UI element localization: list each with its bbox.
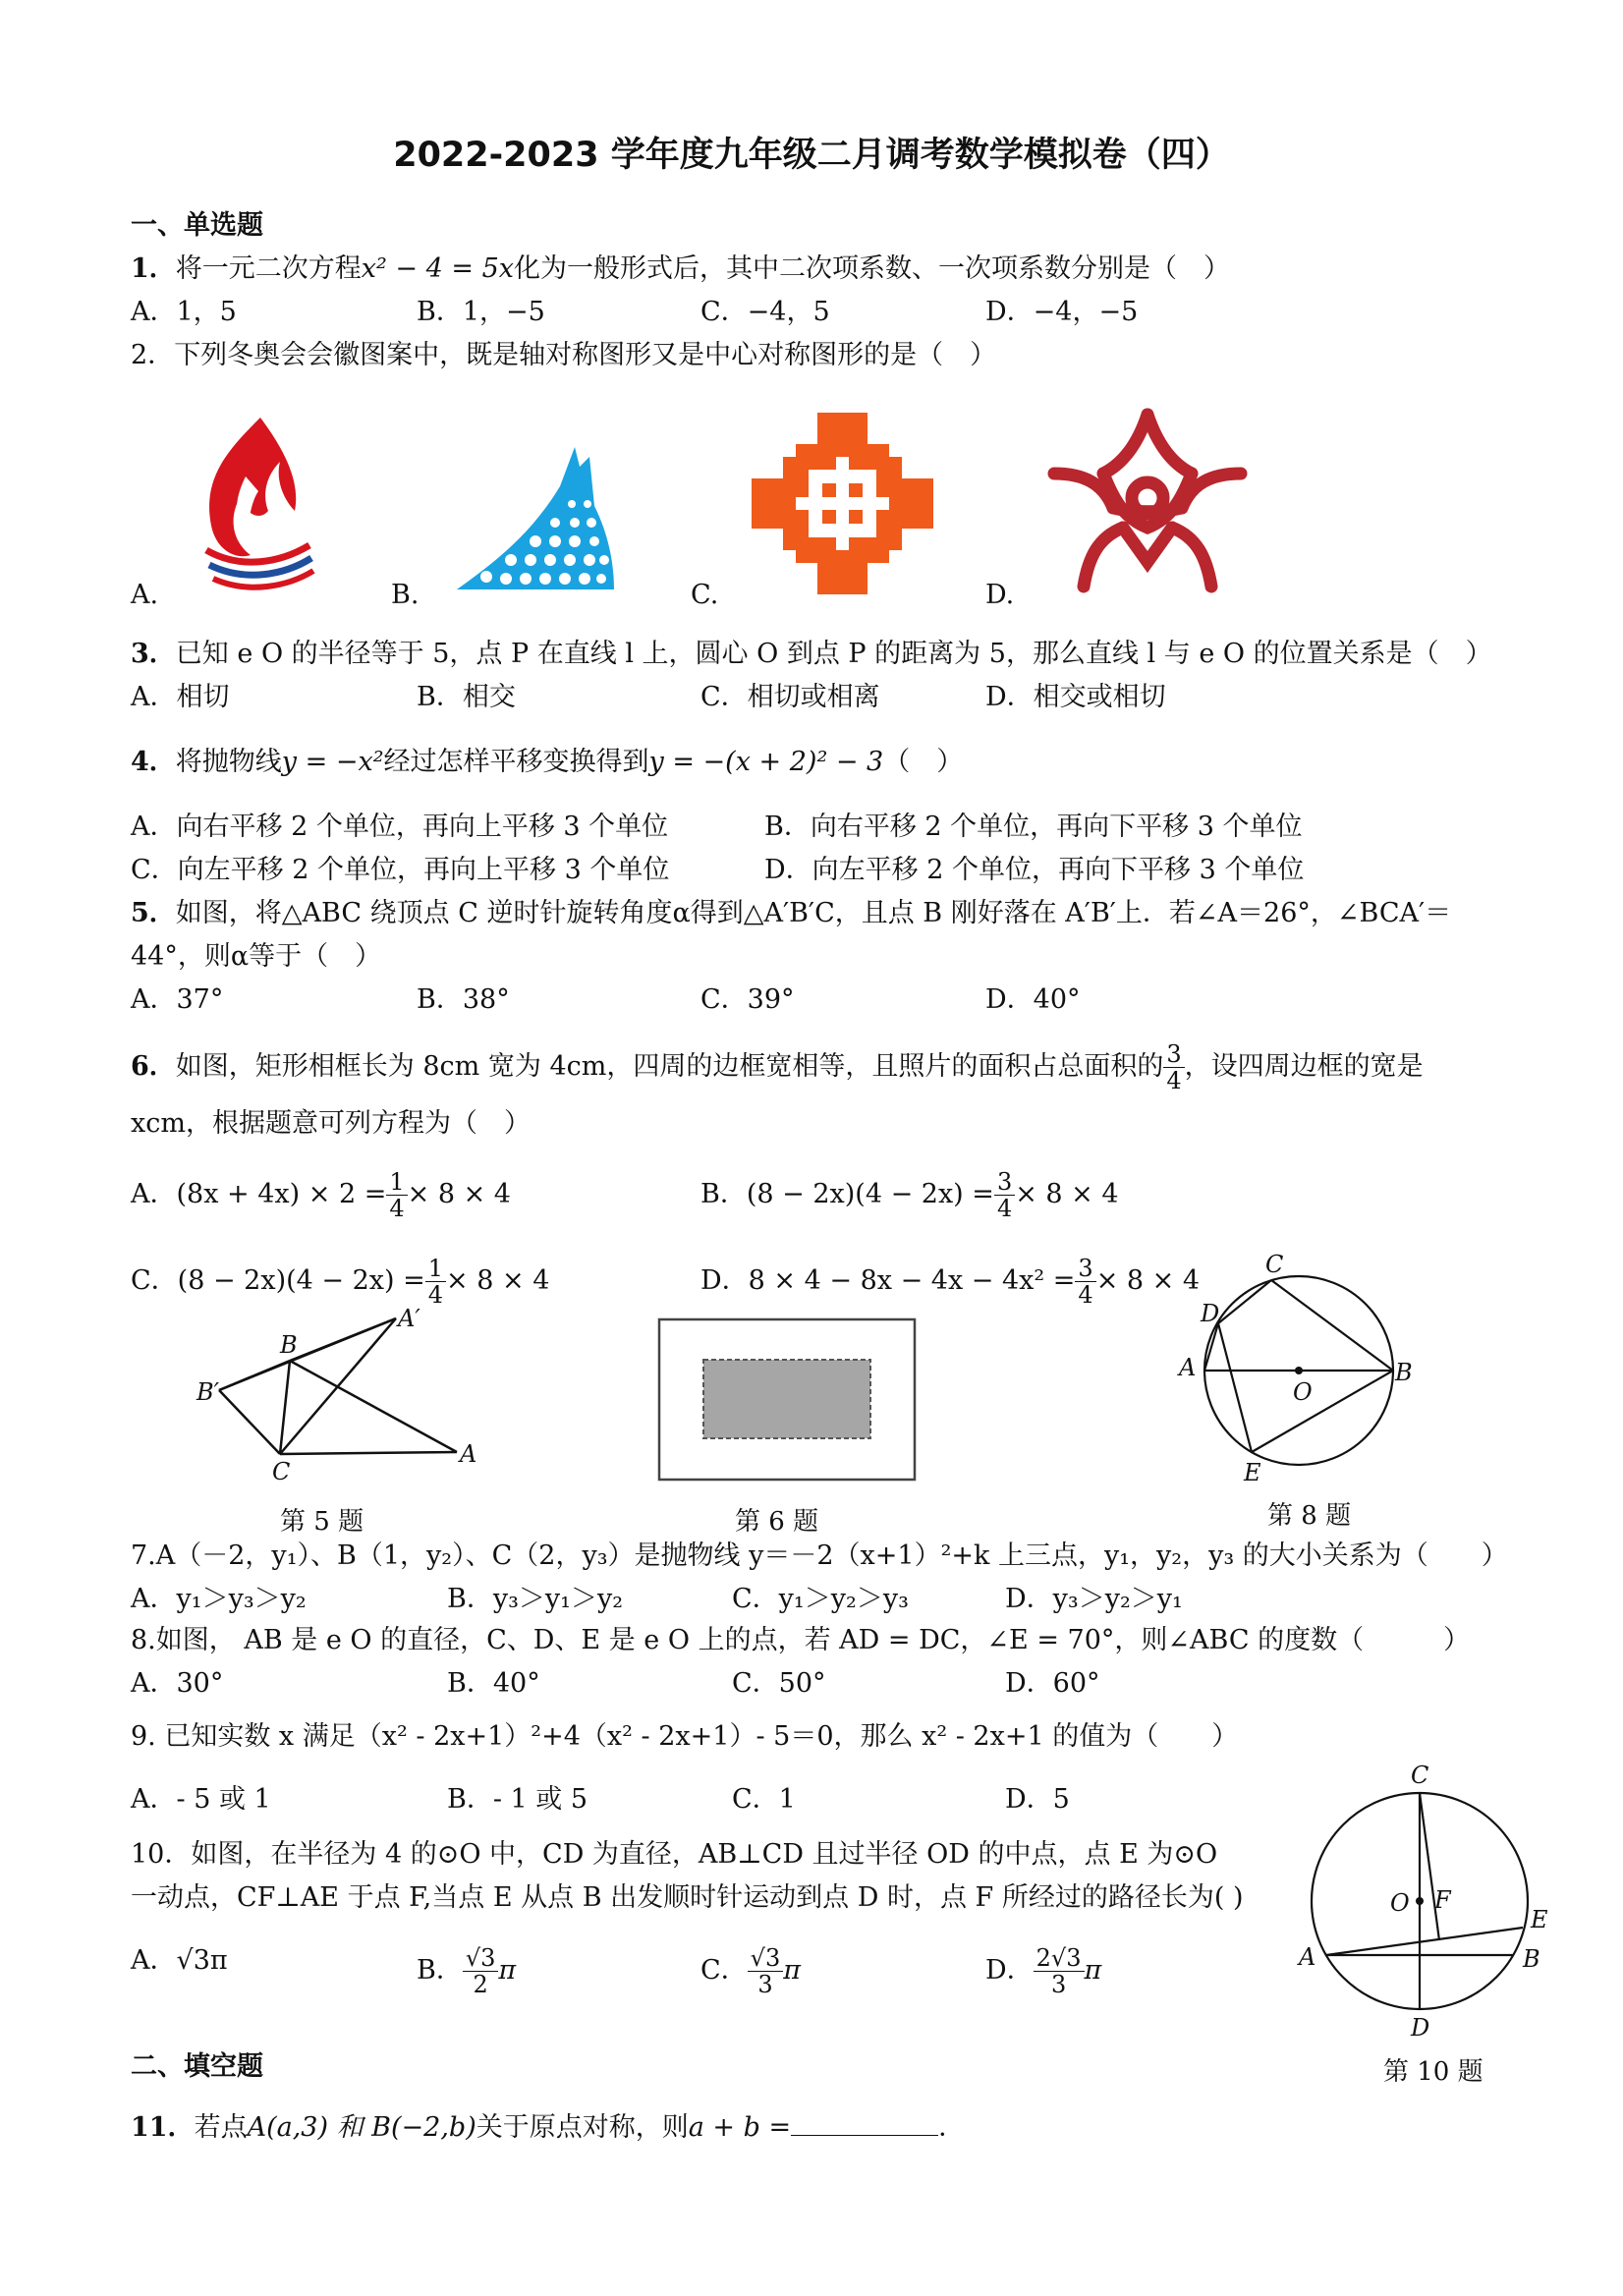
- caption-fig10: 第 10 题: [1383, 2057, 1483, 2087]
- fig8-chord-dc: [1218, 1280, 1271, 1323]
- q6-number: 6．: [131, 1051, 176, 1082]
- q6-line-2: xcm，根据题意可列方程为（ ）: [131, 1108, 531, 1139]
- q1-option-c: C．−4，5: [700, 297, 830, 327]
- logo-c-square-pattern-icon: [752, 413, 933, 594]
- question-2: [131, 340, 996, 371]
- q6-option-c-num: 1: [425, 1256, 446, 1282]
- q9-option-b: B．- 1 或 5: [447, 1784, 588, 1815]
- q3-number: 3．: [131, 639, 176, 669]
- q1-option-b: B．1，−5: [417, 297, 545, 327]
- q10-option-b-num: √3: [463, 1945, 499, 1972]
- q3-option-c: C．相切或相离: [700, 682, 880, 712]
- figure-10-circle-diagram: [1287, 1759, 1562, 2044]
- q10-option-b-fraction: [463, 1945, 499, 1997]
- q10-option-c: [700, 1945, 801, 1997]
- q10-option-c-den: 3: [757, 1971, 773, 1998]
- caption-fig8: 第 8 题: [1267, 1501, 1352, 1531]
- q6-option-b-den: 4: [996, 1195, 1013, 1222]
- q2-number: 2．: [131, 340, 175, 370]
- fig8-chord-eb: [1252, 1371, 1393, 1452]
- question-11: [131, 2112, 965, 2144]
- page-title: 2022-2023 学年度九年级二月调考数学模拟卷（四）: [393, 136, 1230, 175]
- logo-a-flame-icon: [192, 418, 314, 594]
- q2-label-b: B.: [391, 580, 420, 610]
- fig5-edge-b-c: [280, 1361, 290, 1454]
- q6-option-b-fraction: [994, 1169, 1015, 1221]
- q2-label-c: C.: [691, 580, 719, 610]
- q6-fraction: [1163, 1041, 1184, 1093]
- fig8-label-d: D: [1201, 1300, 1220, 1327]
- q6-option-d-den: 4: [1078, 1281, 1093, 1309]
- fig8-chord-de: [1218, 1323, 1252, 1452]
- q6-option-b-tail: × 8 × 4: [1015, 1179, 1119, 1209]
- q10-option-d-pi: π: [1084, 1955, 1102, 1986]
- q10-option-b-den: 2: [473, 1971, 488, 1998]
- fig10-chord-ae: [1326, 1928, 1523, 1955]
- q2-text: 下列冬奥会会徽图案中，既是轴对称图形又是中心对称图形的是（ ）: [174, 340, 997, 370]
- q2-label-d: D.: [985, 580, 1015, 610]
- fig5-label-bprime: B′: [196, 1378, 220, 1406]
- question-6: [131, 1041, 1424, 1093]
- figure-8-circle-diagram: [1179, 1253, 1415, 1484]
- q3-option-a: A．相切: [131, 682, 230, 712]
- q10-option-b-pi: π: [498, 1955, 517, 1986]
- q4-equation-2: y = −(x + 2)² − 3: [648, 747, 884, 777]
- fig5-label-b: B: [280, 1331, 298, 1359]
- caption-fig5: 第 5 题: [280, 1507, 364, 1537]
- fig5-label-a: A: [460, 1440, 477, 1468]
- q6-option-d-num: 3: [1075, 1256, 1095, 1282]
- q11-text-a: 若点: [194, 2112, 248, 2143]
- q6-fraction-den: 4: [1166, 1067, 1182, 1094]
- figure-6-frame-diagram: [658, 1318, 916, 1481]
- question-5: [131, 898, 1451, 929]
- q10-option-c-fraction: [748, 1945, 784, 1997]
- q8-option-d: D．60°: [1005, 1668, 1100, 1699]
- q11-tail: ．: [938, 2112, 966, 2143]
- q1-text-a: 将一元二次方程: [175, 253, 362, 284]
- q4-option-c: C．向左平移 2 个单位，再向上平移 3 个单位: [131, 855, 670, 885]
- q6-option-c-den: 4: [427, 1281, 444, 1309]
- q7-option-b: B．y₃＞y₁＞y₂: [447, 1584, 624, 1614]
- q1-equation: x² − 4 = 5x: [361, 253, 515, 284]
- fig10-segment-cf: [1420, 1793, 1439, 1940]
- q6-option-a: [131, 1169, 511, 1221]
- q11-equation-2: a + b =: [688, 2112, 792, 2143]
- q10-option-d-label: D．: [985, 1955, 1034, 1986]
- q6-option-d-fraction: [1075, 1256, 1095, 1308]
- q6-option-d-text: D．8 × 4 − 8x − 4x − 4x² =: [700, 1265, 1076, 1296]
- fig5-edge-b-a: [290, 1361, 457, 1452]
- q6-line-1b: ，设四周边框的宽是: [1184, 1051, 1424, 1082]
- question-4: [131, 747, 963, 778]
- fig8-chord-cb: [1271, 1280, 1393, 1371]
- q5-option-a: A．37°: [131, 984, 224, 1015]
- q5-line-2: 44°，则α等于（ ）: [131, 941, 382, 972]
- q6-option-d-tail: × 8 × 4: [1095, 1265, 1201, 1296]
- q11-equation: A(a,3) 和 B(−2,b): [247, 2112, 476, 2143]
- q4-text-c: （ ）: [883, 747, 964, 777]
- q5-number: 5．: [131, 898, 176, 928]
- q1-option-d: D．−4，−5: [985, 297, 1139, 327]
- q10-option-c-label: C．: [700, 1955, 748, 1986]
- fig8-label-c: C: [1265, 1251, 1284, 1278]
- fig6-photo: [703, 1360, 870, 1438]
- fig10-label-b: B: [1523, 1945, 1540, 1973]
- fig5-edge-bp-c: [219, 1390, 280, 1454]
- q11-text-b: 关于原点对称，则: [476, 2112, 689, 2143]
- q5-line-1: 如图，将△ABC 绕顶点 C 逆时针旋转角度α得到△A′B′C，且点 B 刚好落在 A′B′上．若∠A＝26°，∠BCA′＝: [175, 898, 1452, 928]
- q4-option-d: D．向左平移 2 个单位，再向下平移 3 个单位: [764, 855, 1305, 885]
- q10-option-d: [985, 1945, 1101, 1997]
- q3-option-d: D．相交或相切: [985, 682, 1166, 712]
- q9-option-a: A．- 5 或 1: [131, 1784, 271, 1815]
- q4-equation-1: y = −x²: [281, 747, 384, 777]
- fig10-label-o: O: [1390, 1889, 1410, 1917]
- section-heading-1: 一、单选题: [131, 210, 263, 241]
- q1-option-a: A．1，5: [131, 297, 237, 327]
- fig10-label-c: C: [1411, 1762, 1429, 1789]
- q9-option-c: C．1: [732, 1784, 796, 1815]
- fig5-edge-c-a: [280, 1452, 457, 1454]
- logo-d-star-pattern-icon: [1044, 405, 1251, 596]
- question-10-line-1: 10．如图，在半径为 4 的⊙O 中，CD 为直径，AB⊥CD 且过半径 OD 的中点，点 E 为⊙O: [131, 1839, 1218, 1870]
- q2-label-a: A.: [131, 580, 159, 610]
- q6-option-a-tail: × 8 × 4: [407, 1179, 511, 1209]
- fig8-label-o: O: [1293, 1378, 1313, 1406]
- question-9: 9. 已知实数 x 满足（x² - 2x+1）²+4（x² - 2x+1）- 5＝0，那么 x² - 2x+1 的值为（ ）: [131, 1721, 1239, 1752]
- q9-option-d: D．5: [1005, 1784, 1070, 1815]
- section-heading-2: 二、填空题: [131, 2051, 263, 2082]
- q6-option-a-fraction: [386, 1169, 407, 1221]
- q6-option-a-den: 4: [389, 1195, 405, 1222]
- q8-option-a: A．30°: [131, 1668, 224, 1699]
- q5-option-b: B．38°: [417, 984, 510, 1015]
- question-8: 8.如图， AB 是 e O 的直径，C、D、E 是 e O 上的点，若 AD = DC，∠E = 70°，则∠ABC 的度数（ ）: [131, 1625, 1471, 1655]
- q6-option-a-num: 1: [386, 1169, 407, 1196]
- q1-text-b: 化为一般形式后，其中二次项系数、一次项系数分别是（ ）: [514, 253, 1231, 284]
- q6-option-a-text: A．(8x + 4x) × 2 =: [131, 1179, 387, 1209]
- q11-number: 11．: [131, 2112, 195, 2143]
- fig5-edge-ap-c: [280, 1318, 396, 1454]
- fig10-label-a: A: [1299, 1943, 1316, 1971]
- question-7: 7.A（－2，y₁）、B（1，y₂）、C（2，y₃）是抛物线 y＝－2（x+1）²+k 上三点，y₁，y₂，y₃ 的大小关系为（ ）: [131, 1540, 1508, 1571]
- q8-option-c: C．50°: [732, 1668, 826, 1699]
- fig8-label-a: A: [1179, 1354, 1197, 1381]
- q4-text-b: 经过怎样平移变换得到: [383, 747, 649, 777]
- q10-option-c-pi: π: [783, 1955, 801, 1986]
- fig5-label-c: C: [272, 1458, 291, 1485]
- q6-option-c-text: C．(8 − 2x)(4 − 2x) =: [131, 1265, 425, 1296]
- question-3: [131, 639, 1492, 670]
- q6-fraction-num: 3: [1163, 1041, 1184, 1068]
- question-1: [131, 253, 1230, 285]
- q5-option-d: D．40°: [985, 984, 1081, 1015]
- q4-option-b: B．向右平移 2 个单位，再向下平移 3 个单位: [764, 812, 1303, 842]
- logo-b-snowflake-wave-icon: [452, 447, 624, 594]
- q10-option-c-num: √3: [748, 1945, 784, 1972]
- q4-text-a: 将抛物线: [175, 747, 282, 777]
- fig10-label-e: E: [1531, 1906, 1548, 1933]
- q4-option-a: A．向右平移 2 个单位，再向上平移 3 个单位: [131, 812, 669, 842]
- fig10-label-d: D: [1411, 2014, 1430, 2042]
- q6-option-c-tail: × 8 × 4: [446, 1265, 550, 1296]
- q6-option-b-text: B．(8 − 2x)(4 − 2x) =: [700, 1179, 994, 1209]
- q6-option-d: [700, 1256, 1200, 1308]
- q5-option-c: C．39°: [700, 984, 795, 1015]
- q6-option-b: [700, 1169, 1119, 1221]
- q10-option-d-num: 2√3: [1034, 1945, 1085, 1972]
- q3-text: 已知 e O 的半径等于 5，点 P 在直线 l 上，圆心 O 到点 P 的距离为 5，那么直线 l 与 e O 的位置关系是（ ）: [175, 639, 1492, 669]
- q7-option-c: C．y₁＞y₂＞y₃: [732, 1584, 909, 1614]
- fig8-label-b: B: [1395, 1359, 1413, 1386]
- q8-option-b: B．40°: [447, 1668, 540, 1699]
- q3-option-b: B．相交: [417, 682, 516, 712]
- fig5-label-aprime: A′: [398, 1305, 420, 1332]
- q6-line-1: 如图，矩形相框长为 8cm 宽为 4cm，四周的边框宽相等，且照片的面积占总面积的: [175, 1051, 1164, 1082]
- q7-option-a: A．y₁＞y₃＞y₂: [131, 1584, 307, 1614]
- q11-answer-blank[interactable]: [791, 2113, 938, 2136]
- figure-5-triangle-diagram: [192, 1307, 476, 1484]
- q1-number: 1．: [131, 253, 176, 284]
- fig10-label-f: F: [1434, 1886, 1451, 1914]
- q6-option-c: [131, 1256, 549, 1308]
- fig8-label-e: E: [1244, 1459, 1261, 1486]
- q7-option-d: D．y₃＞y₂＞y₁: [1005, 1584, 1183, 1614]
- q10-option-d-den: 3: [1050, 1971, 1067, 1998]
- q10-option-b-label: B．: [417, 1955, 463, 1986]
- fig5-edge-bp-ap: [219, 1318, 396, 1390]
- q4-number: 4．: [131, 747, 176, 777]
- question-10-line-2: 一动点，CF⊥AE 于点 F,当点 E 从点 B 出发顺时针运动到点 D 时，点 F 所经过的路径长为( ): [131, 1882, 1244, 1913]
- q10-option-a: A．√3π: [131, 1945, 228, 1976]
- q6-option-c-fraction: [425, 1256, 446, 1308]
- caption-fig6: 第 6 题: [735, 1507, 819, 1537]
- q10-option-b: [417, 1945, 516, 1997]
- q10-option-d-fraction: [1034, 1945, 1085, 1997]
- q6-option-b-num: 3: [994, 1169, 1015, 1196]
